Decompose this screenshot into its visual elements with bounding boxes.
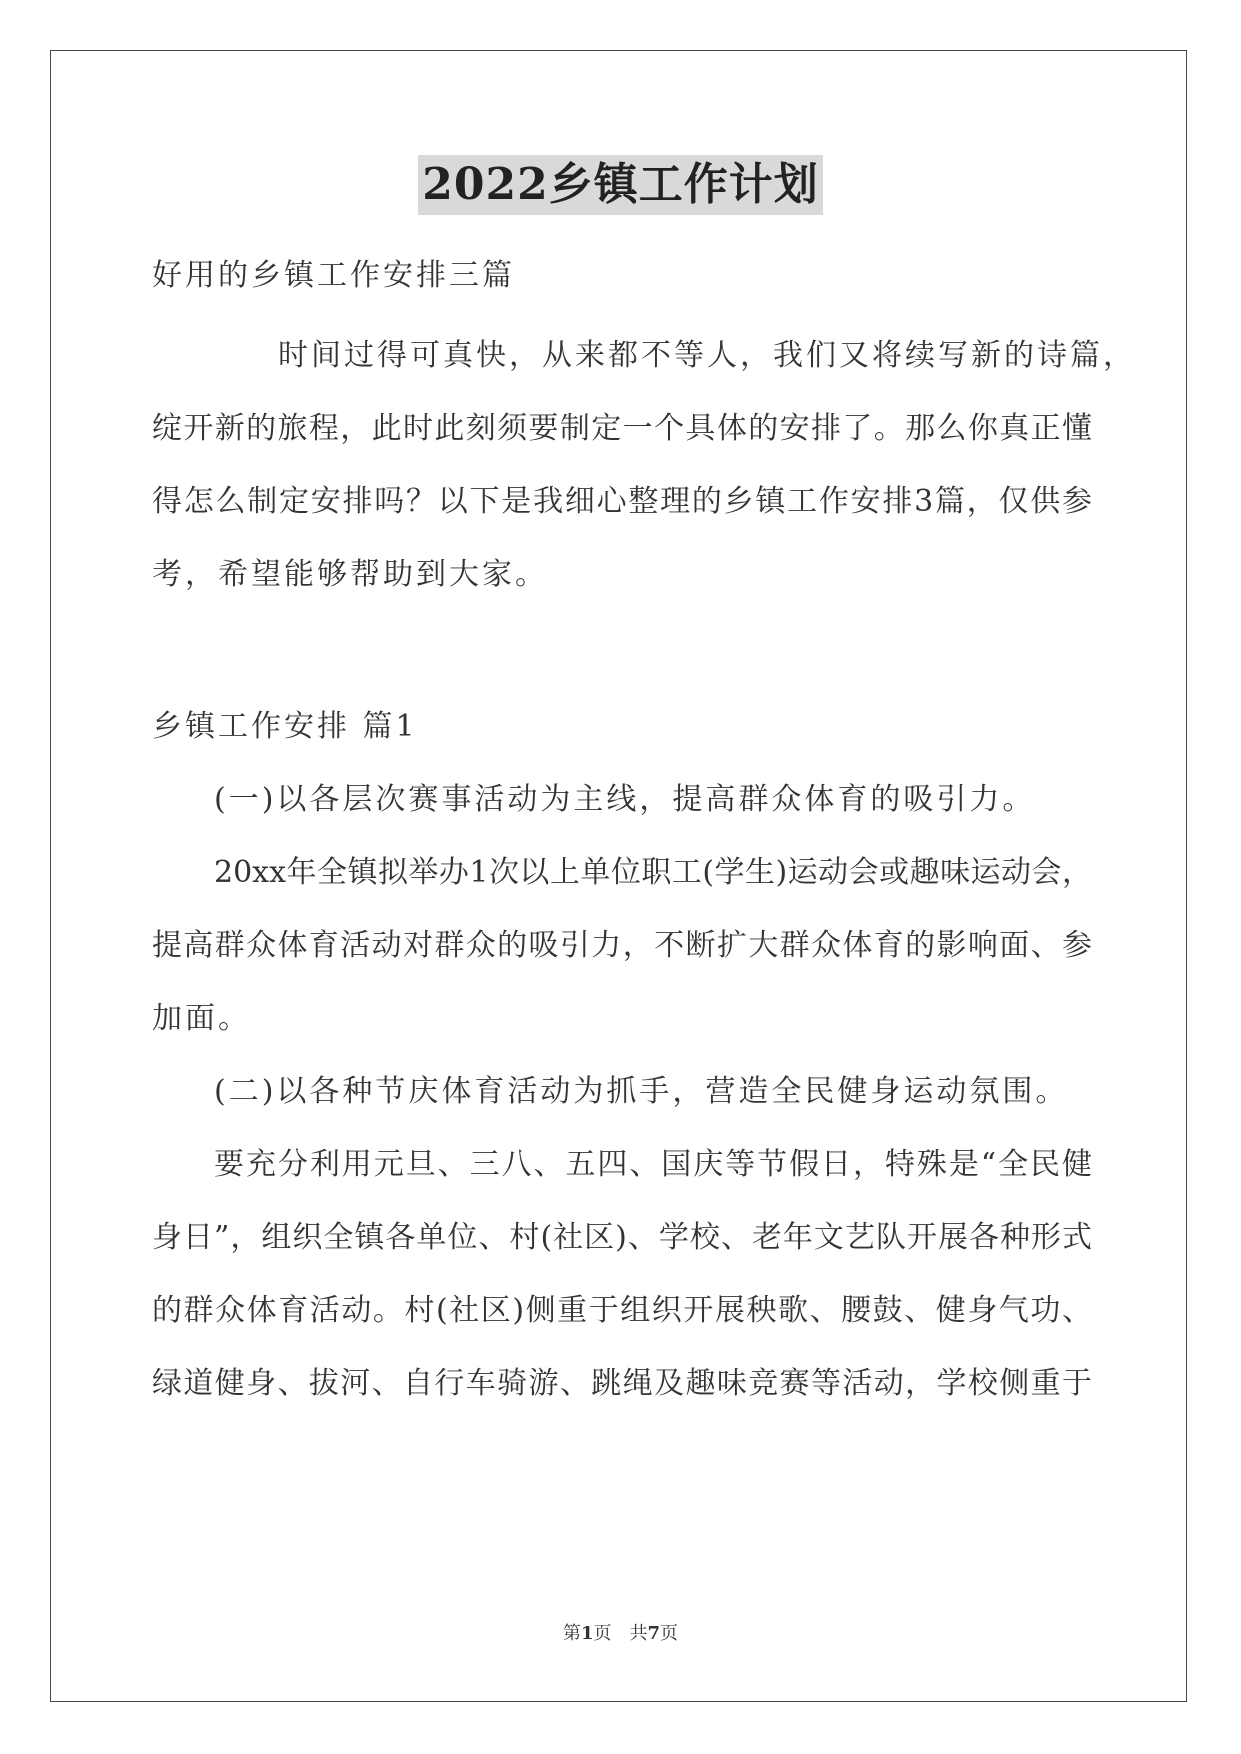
- body-line-2: 20xx年全镇拟举办1次以上单位职工(学生)运动会或趣味运动会，: [214, 855, 1092, 890]
- document-title: 2022乡镇工作计划: [418, 155, 822, 215]
- page-total: 7: [647, 1623, 661, 1644]
- page-mid: 页 共: [593, 1623, 648, 1644]
- intro-line-4: 考，希望能够帮助到大家。: [152, 557, 548, 592]
- intro-line-1: 时间过得可真快，从来都不等人，我们又将续写新的诗篇，: [278, 338, 1136, 373]
- page-footer: [0, 1622, 1241, 1646]
- intro-line-2: 绽开新的旅程，此时此刻须要制定一个具体的安排了。那么你真正懂: [152, 411, 1092, 446]
- body-line-1: (一)以各层次赛事活动为主线，提高群众体育的吸引力。: [214, 782, 1036, 817]
- body-line-4: 加面。: [152, 1001, 251, 1036]
- document-subtitle: 好用的乡镇工作安排三篇: [152, 258, 515, 293]
- section-heading: 乡镇工作安排 篇1: [152, 709, 418, 744]
- page-current: 1: [580, 1623, 594, 1644]
- page-prefix: 第: [562, 1623, 581, 1644]
- body-line-3: 提高群众体育活动对群众的吸引力，不断扩大群众体育的影响面、参: [152, 928, 1092, 963]
- body-line-6: 要充分利用元旦、三八、五四、国庆等节假日，特殊是“全民健: [214, 1147, 1092, 1182]
- body-line-8: 的群众体育活动。村(社区)侧重于组织开展秧歌、腰鼓、健身气功、: [152, 1293, 1092, 1328]
- body-line-7: 身日”，组织全镇各单位、村(社区)、学校、老年文艺队开展各种形式: [152, 1220, 1092, 1255]
- document-title-block: [0, 155, 1241, 224]
- body-line-9: 绿道健身、拔河、自行车骑游、跳绳及趣味竞赛等活动，学校侧重于: [152, 1366, 1092, 1401]
- body-line-5: (二)以各种节庆体育活动为抓手，营造全民健身运动氛围。: [214, 1074, 1069, 1109]
- intro-line-3: 得怎么制定安排吗？以下是我细心整理的乡镇工作安排3篇，仅供参: [152, 484, 1092, 519]
- page-suffix: 页: [660, 1623, 679, 1644]
